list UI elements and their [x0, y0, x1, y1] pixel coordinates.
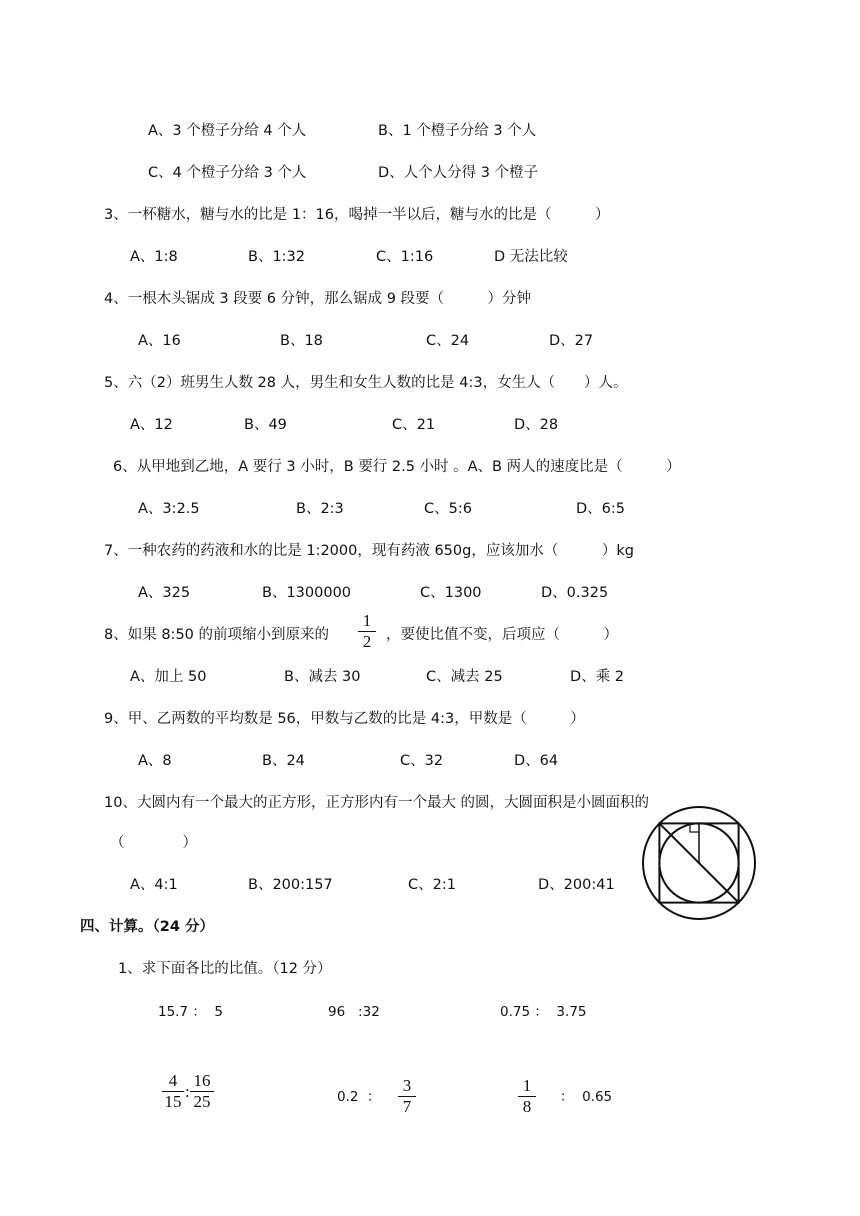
- q6-question: 6、从甲地到乙地，A 要行 3 小时，B 要行 2.5 小时 。A、B 两人的速度比是（ ）: [113, 459, 681, 475]
- ratio-5-left: 0.2 ：: [337, 1089, 381, 1105]
- q9-option-a: A、8: [138, 753, 172, 769]
- q8-question-prefix: 8、如果 8:50 的前项缩小到原来的: [104, 627, 330, 643]
- q5-option-c: C、21: [392, 417, 436, 433]
- q7-question: 7、一种农药的药液和水的比是 1:2000，现有药液 650g，应该加水（ ）kg: [104, 543, 634, 559]
- ratio-4-den2: 25: [193, 1092, 211, 1111]
- q8-option-a: A、加上 50: [130, 669, 207, 685]
- q5-option-d: D、28: [514, 417, 559, 433]
- ratio-6-num: 1: [522, 1076, 532, 1095]
- q9-option-c: C、32: [400, 753, 444, 769]
- ratio-6-fraction: [518, 1077, 536, 1116]
- q6-option-b: B、2:3: [296, 501, 344, 517]
- q8-option-c: C、减去 25: [426, 669, 503, 685]
- q10-option-a: A、4:1: [130, 877, 178, 893]
- ratio-5-fraction: [398, 1077, 416, 1116]
- q8-option-b: B、减去 30: [284, 669, 361, 685]
- ratio-6-den: 8: [522, 1097, 532, 1116]
- q10-answer-blank: （ ）: [110, 835, 197, 851]
- ratio-4-num2: 16: [193, 1071, 211, 1090]
- q6-option-a: A、3:2.5: [138, 501, 200, 517]
- q2-option-a: A、3 个橙子分给 4 个人: [148, 123, 307, 139]
- ratio-expression-1: 15.7 ： 5: [158, 1004, 224, 1020]
- circle-square-diagram: [640, 804, 758, 922]
- q3-option-d: D 无法比较: [494, 249, 568, 265]
- q8-fraction-denominator: 2: [362, 632, 372, 651]
- ratio-4-fraction-left: [162, 1072, 184, 1111]
- q4-option-c: C、24: [426, 333, 470, 349]
- q3-option-a: A、1:8: [130, 249, 178, 265]
- q9-option-d: D、64: [514, 753, 559, 769]
- q5-question: 5、六（2）班男生人数 28 人，男生和女生人数的比是 4:3，女生人（ ）人。: [104, 375, 628, 391]
- q2-option-b: B、1 个橙子分给 3 个人: [378, 123, 537, 139]
- q10-option-c: C、2:1: [408, 877, 456, 893]
- q7-option-a: A、325: [138, 585, 191, 601]
- ratio-4-fraction-right: [190, 1072, 214, 1111]
- q3-option-c: C、1:16: [376, 249, 434, 265]
- ratio-4-separator: :: [185, 1082, 190, 1101]
- q7-option-d: D、0.325: [541, 585, 609, 601]
- q7-option-c: C、1300: [420, 585, 482, 601]
- ratio-5-den: 7: [402, 1097, 412, 1116]
- ratio-4-den1: 15: [164, 1092, 182, 1111]
- q2-option-d: D、人个人分得 3 个橙子: [378, 165, 539, 181]
- section-4-title: 四、计算。（24 分）: [80, 919, 214, 935]
- ratio-6-right: ： 0.65: [560, 1089, 613, 1105]
- q9-option-b: B、24: [262, 753, 305, 769]
- q9-question: 9、甲、乙两数的平均数是 56，甲数与乙数的比是 4:3，甲数是（ ）: [104, 711, 585, 727]
- q3-option-b: B、1:32: [248, 249, 306, 265]
- q4-option-b: B、18: [280, 333, 323, 349]
- section-4-subquestion-1: 1、求下面各比的比值。（12 分）: [118, 961, 332, 977]
- q4-option-a: A、16: [138, 333, 181, 349]
- q8-option-d: D、乘 2: [570, 669, 624, 685]
- q2-option-c: C、4 个橙子分给 3 个人: [148, 165, 307, 181]
- q8-question-suffix: ，要使比值不变，后项应（ ）: [386, 627, 618, 643]
- q10-option-b: B、200:157: [248, 877, 333, 893]
- ratio-5-num: 3: [402, 1076, 412, 1095]
- q4-option-d: D、27: [549, 333, 594, 349]
- q10-question: 10、大圆内有一个最大的正方形，正方形内有一个最大 的圆，大圆面积是小圆面积的: [104, 795, 650, 811]
- q5-option-a: A、12: [130, 417, 173, 433]
- ratio-expression-2: 96 :32: [328, 1004, 380, 1020]
- q4-question: 4、一根木头锯成 3 段要 6 分钟，那么锯成 9 段要（ ）分钟: [104, 291, 532, 307]
- q6-option-d: D、6:5: [576, 501, 626, 517]
- q5-option-b: B、49: [244, 417, 287, 433]
- q7-option-b: B、1300000: [262, 585, 352, 601]
- ratio-4-num1: 4: [168, 1071, 178, 1090]
- q6-option-c: C、5:6: [424, 501, 472, 517]
- q8-fraction-numerator: 1: [362, 611, 372, 630]
- q3-question: 3、一杯糖水，糖与水的比是 1：16，喝掉一半以后，糖与水的比是（ ）: [104, 207, 610, 223]
- ratio-expression-3: 0.75 ： 3.75: [500, 1004, 587, 1020]
- q8-fraction: [358, 612, 376, 651]
- q10-option-d: D、200:41: [538, 877, 615, 893]
